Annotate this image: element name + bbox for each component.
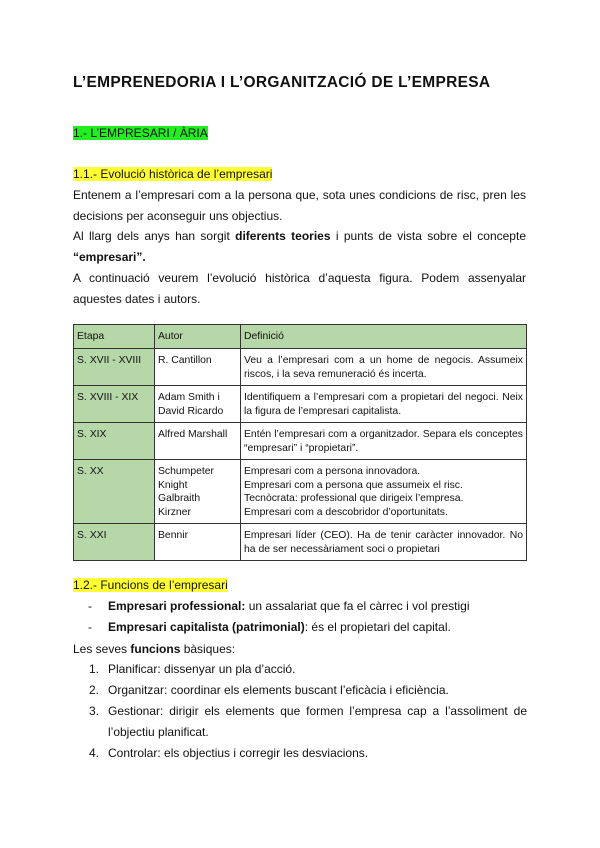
item-number: 2. xyxy=(89,683,100,697)
definicio-line: Veu a l’empresari com a un home de negocis. Assumeix riscos, i la seva remuneració és incerta. xyxy=(244,355,523,380)
definicio-line: Empresari líder (CEO). Ha de tenir caràcter innovador. No ha de ser necessàriament soci o propietari xyxy=(244,530,523,555)
section-1-1-heading xyxy=(73,167,272,181)
dash-bullet: - xyxy=(88,620,92,634)
autor-line: Alfred Marshall xyxy=(158,429,228,440)
table-cell-autor xyxy=(155,349,241,386)
paragraph-definition: Entenem a l’empresari com a la persona que, sota unes condicions de risc, pren les decisions per aconseguir uns objectius. xyxy=(73,188,526,223)
table-cell-etapa: S. XVIII - XIX xyxy=(74,386,155,423)
table-cell-etapa: S. XX xyxy=(74,460,155,524)
table-cell-autor xyxy=(155,460,241,524)
list-item xyxy=(73,659,527,680)
type-description: : és el propietari del capital. xyxy=(304,620,451,634)
autor-line: Galbraith xyxy=(158,493,201,504)
table-row xyxy=(74,460,527,524)
list-item xyxy=(73,596,527,617)
table-header-autor: Autor xyxy=(155,325,241,349)
list-item xyxy=(73,617,527,638)
item-text: Organitzar: coordinar els elements buscant l’eficàcia i eficiència. xyxy=(108,683,449,697)
item-text: Controlar: els objectius i corregir les desviacions. xyxy=(108,746,369,760)
functions-intro-part-2: bàsiques: xyxy=(180,642,236,656)
functions-intro-part-1: Les seves xyxy=(73,642,131,656)
table-header-definicio: Definició xyxy=(241,325,527,349)
autor-line: R. Cantillon xyxy=(158,355,212,366)
autor-line: Schumpeter xyxy=(158,466,215,477)
item-number: 4. xyxy=(89,746,100,760)
section-1-1-heading-text: 1.1.- Evolució històrica de l’empresari xyxy=(73,167,273,181)
table-cell-etapa: S. XXI xyxy=(74,524,155,561)
paragraph-theories-bold-2: “empresari”. xyxy=(73,249,146,264)
table-row xyxy=(74,423,527,460)
table-cell-definicio xyxy=(241,524,527,561)
definicio-line: Empresari com a persona innovadora. xyxy=(244,466,421,477)
item-number: 1. xyxy=(89,662,100,676)
table-cell-definicio xyxy=(241,349,527,386)
item-text: Gestionar: dirigir els elements que formen l’empresa cap a l’assoliment de l’objectiu planificat. xyxy=(108,704,527,739)
type-name: Empresari capitalista (patrimonial) xyxy=(108,620,305,634)
table-cell-definicio xyxy=(241,423,527,460)
autor-line: David Ricardo xyxy=(158,405,224,417)
section-1-heading xyxy=(73,126,208,140)
functions-intro-bold: funcions xyxy=(130,642,181,656)
section-1-2-heading xyxy=(73,578,228,592)
table-cell-definicio xyxy=(241,386,527,423)
table-row xyxy=(74,524,527,561)
table-cell-etapa: S. XIX xyxy=(74,423,155,460)
table-row xyxy=(74,386,527,423)
history-table xyxy=(73,324,527,561)
autor-line: Adam Smith i xyxy=(158,392,220,403)
dash-bullet: - xyxy=(88,599,92,613)
list-item xyxy=(73,680,527,701)
functions-list xyxy=(73,659,527,764)
definicio-line: Empresari com a persona que assumeix el risc. xyxy=(244,479,463,491)
section-1-heading-text: 1.- L’EMPRESARI / ÀRIA xyxy=(73,126,208,140)
type-name: Empresari professional: xyxy=(108,599,246,613)
table-cell-autor xyxy=(155,423,241,460)
definicio-line: Tecnòcrata: professional que dirigeix l’empresa. xyxy=(244,493,464,504)
entrepreneur-types-list xyxy=(73,596,527,638)
functions-intro xyxy=(73,639,526,660)
paragraph-theories xyxy=(73,226,526,267)
document-title: L’EMPRENEDORIA I L’ORGANITZACIÓ DE L’EMPRESA xyxy=(73,74,491,91)
table-cell-autor xyxy=(155,524,241,561)
definicio-line: Entén l’empresari com a organitzador. Separa els conceptes “empresari” i “propietari”. xyxy=(244,429,523,454)
table-header-row xyxy=(74,325,527,349)
autor-line: Bennir xyxy=(158,530,189,541)
paragraph-history-intro: A continuació veurem l’evolució històrica d’aquesta figura. Podem assenyalar aquestes dates i autors. xyxy=(73,271,526,306)
list-item xyxy=(73,743,527,764)
table-cell-etapa: S. XVII - XVIII xyxy=(74,349,155,386)
section-1-2-heading-text: 1.2.- Funcions de l’empresari xyxy=(73,578,228,592)
paragraph-theories-bold-1: diferents teories xyxy=(235,229,331,243)
item-number: 3. xyxy=(89,704,100,718)
autor-line: Knight xyxy=(158,479,188,491)
paragraph-theories-part-1: Al llarg dels anys han sorgit xyxy=(73,229,236,243)
definicio-line: Identifiquem a l’empresari com a propietari del negoci. Neix la figura de l’empresari capitalista. xyxy=(244,392,523,417)
table-cell-definicio xyxy=(241,460,527,524)
item-text: Planificar: dissenyar un pla d’acció. xyxy=(108,662,296,676)
table-row xyxy=(74,349,527,386)
table-cell-autor xyxy=(155,386,241,423)
paragraph-theories-part-2: i punts de vista sobre el concepte xyxy=(330,229,526,243)
table-header-etapa: Etapa xyxy=(74,325,155,349)
list-item xyxy=(73,701,527,743)
autor-line: Kirzner xyxy=(158,506,191,518)
definicio-line: Empresari com a descobridor d’oportunitats. xyxy=(244,506,448,518)
type-description: un assalariat que fa el càrrec i vol prestigi xyxy=(245,599,470,613)
